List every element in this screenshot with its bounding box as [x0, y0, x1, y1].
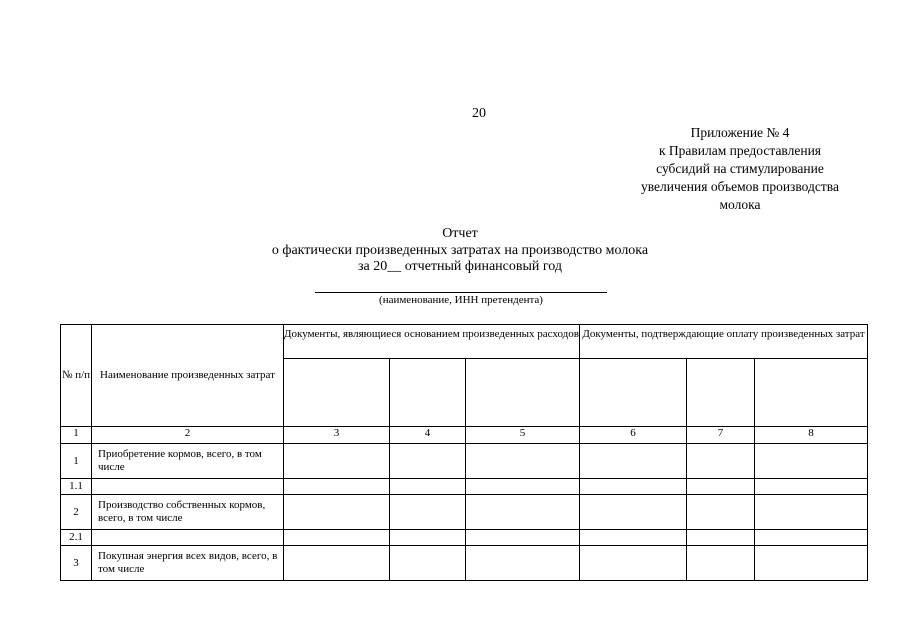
table-cell	[580, 546, 687, 581]
table-row	[61, 444, 868, 479]
table-cell	[687, 495, 755, 530]
report-title-line: Отчет	[442, 226, 478, 241]
report-title-line: о фактически произведенных затратах на производство молока	[271, 242, 649, 258]
table-cell	[390, 479, 466, 495]
table-cell	[284, 479, 390, 495]
column-number: 6	[580, 427, 687, 444]
row-number: 1.1	[61, 479, 92, 495]
column-number: 5	[466, 427, 580, 444]
table-cell	[755, 479, 868, 495]
report-title	[200, 226, 720, 276]
table-cell	[580, 479, 687, 495]
page-number: 20	[472, 106, 486, 121]
header-number: № п/п	[61, 325, 92, 427]
table-cell	[466, 495, 580, 530]
table-cell	[390, 546, 466, 581]
table-cell	[466, 546, 580, 581]
row-number: 3	[61, 546, 92, 581]
row-number: 2	[61, 495, 92, 530]
appendix-line: к Правилам предоставления	[658, 143, 822, 158]
appendix-reference	[620, 124, 860, 214]
row-name	[92, 479, 284, 495]
header-basis-documents: Документы, являющиеся основанием произведенных расходов	[284, 325, 580, 359]
subheader-cell	[284, 359, 390, 427]
table-cell	[466, 530, 580, 546]
table-cell	[580, 444, 687, 479]
row-number: 1	[61, 444, 92, 479]
header-name: Наименование произведенных затрат	[92, 325, 284, 427]
appendix-line: увеличения объемов производства	[641, 179, 839, 194]
report-title-line: за 20__ отчетный финансовый год	[357, 259, 563, 274]
subheader-cell	[687, 359, 755, 427]
appendix-line: Приложение № 4	[690, 125, 790, 140]
table-cell	[755, 546, 868, 581]
table-cell	[755, 444, 868, 479]
column-number: 7	[687, 427, 755, 444]
table-cell	[390, 444, 466, 479]
table-row	[61, 495, 868, 530]
table-cell	[284, 444, 390, 479]
applicant-caption: (наименование, ИНН претендента)	[379, 294, 543, 306]
expense-report-table	[60, 324, 868, 581]
applicant-blank-line	[315, 292, 607, 293]
table-cell	[390, 495, 466, 530]
table-cell	[687, 444, 755, 479]
table-cell	[687, 530, 755, 546]
column-number: 1	[61, 427, 92, 444]
column-number: 2	[92, 427, 284, 444]
table-cell	[284, 546, 390, 581]
table-cell	[755, 495, 868, 530]
row-name: Покупная энергия всех видов, всего, в том числе	[92, 546, 284, 581]
table-row	[61, 479, 868, 495]
table-cell	[466, 479, 580, 495]
table-cell	[284, 530, 390, 546]
column-number: 4	[390, 427, 466, 444]
row-number: 2.1	[61, 530, 92, 546]
table-cell	[580, 530, 687, 546]
appendix-line: молока	[719, 197, 761, 212]
table-cell	[580, 495, 687, 530]
row-name: Приобретение кормов, всего, в том числе	[92, 444, 284, 479]
header-payment-documents: Документы, подтверждающие оплату произведенных затрат	[580, 325, 868, 359]
table-row	[61, 530, 868, 546]
subheader-cell	[755, 359, 868, 427]
column-number: 8	[755, 427, 868, 444]
subheader-cell	[580, 359, 687, 427]
table-cell	[284, 495, 390, 530]
row-name: Производство собственных кормов, всего, в том числе	[92, 495, 284, 530]
column-number: 3	[284, 427, 390, 444]
table-cell	[390, 530, 466, 546]
appendix-line: субсидий на стимулирование	[656, 161, 824, 176]
table-cell	[687, 546, 755, 581]
table-row	[61, 546, 868, 581]
table-cell	[466, 444, 580, 479]
row-name	[92, 530, 284, 546]
subheader-cell	[466, 359, 580, 427]
table-cell	[755, 530, 868, 546]
table-cell	[687, 479, 755, 495]
subheader-cell	[390, 359, 466, 427]
